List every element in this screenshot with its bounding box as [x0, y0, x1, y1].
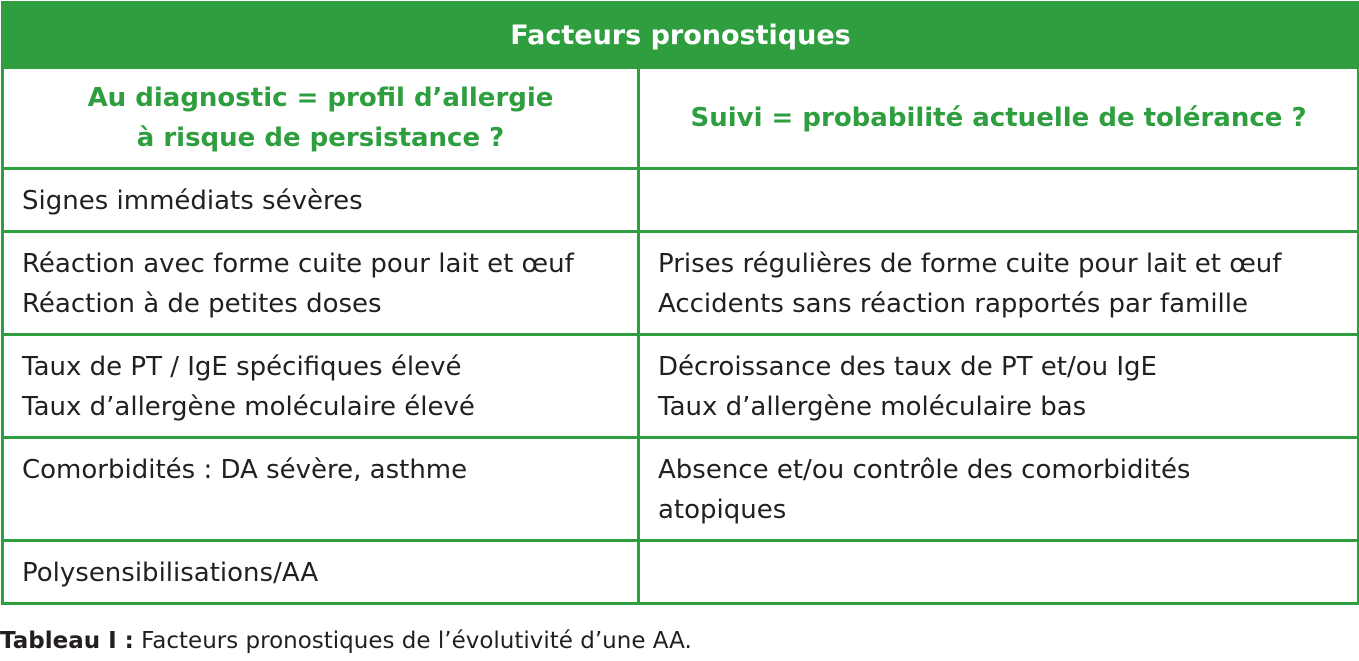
column-header-diagnosis-line: à risque de persistance ? [136, 123, 505, 153]
cell-line: Taux de PT / IgE spécifiques élevé [22, 352, 462, 382]
table-row [3, 438, 1359, 541]
cell-line: Prises régulières de forme cuite pour lait et œuf [658, 249, 1282, 279]
column-header-follow-up [639, 68, 1359, 169]
cell-line: Absence et/ou contrôle des comorbidités [658, 455, 1191, 485]
cell-line: Taux d’allergène moléculaire élevé [22, 392, 475, 422]
table-cell-follow-up [639, 232, 1359, 335]
cell-line: Polysensibilisations/AA [22, 558, 319, 588]
table-row [3, 232, 1359, 335]
column-header-diagnosis-line: Au diagnostic = profil d’allergie [87, 83, 554, 113]
prognostic-factors-table-wrapper [1, 1, 1357, 605]
table-cell-diagnosis [3, 541, 639, 604]
prognostic-factors-table [1, 1, 1359, 605]
table-cell-diagnosis [3, 438, 639, 541]
table-cell-follow-up [639, 169, 1359, 232]
table-title: Facteurs pronostiques [3, 3, 1359, 68]
table-cell-follow-up [639, 541, 1359, 604]
cell-line: Accidents sans réaction rapportés par famille [658, 289, 1249, 319]
column-header-follow-up-line: Suivi = probabilité actuelle de tolérance ? [690, 103, 1307, 133]
table-cell-diagnosis [3, 169, 639, 232]
table-row [3, 541, 1359, 604]
column-header-diagnosis [3, 68, 639, 169]
table-row [3, 335, 1359, 438]
cell-line: Taux d’allergène moléculaire bas [658, 392, 1087, 422]
table-cell-follow-up [639, 335, 1359, 438]
cell-line: atopiques [658, 495, 787, 525]
cell-line: Signes immédiats sévères [22, 186, 363, 216]
cell-line: Comorbidités : DA sévère, asthme [22, 455, 468, 485]
table-cell-follow-up [639, 438, 1359, 541]
table-caption-text: Facteurs pronostiques de l’évolutivité d’une AA. [133, 628, 692, 654]
table-caption [0, 628, 692, 654]
cell-line: Réaction avec forme cuite pour lait et œuf [22, 249, 574, 279]
cell-line: Réaction à de petites doses [22, 289, 382, 319]
cell-line: Décroissance des taux de PT et/ou IgE [658, 352, 1157, 382]
table-row [3, 169, 1359, 232]
table-cell-diagnosis [3, 232, 639, 335]
table-cell-diagnosis [3, 335, 639, 438]
table-caption-label: Tableau I : [0, 628, 134, 654]
